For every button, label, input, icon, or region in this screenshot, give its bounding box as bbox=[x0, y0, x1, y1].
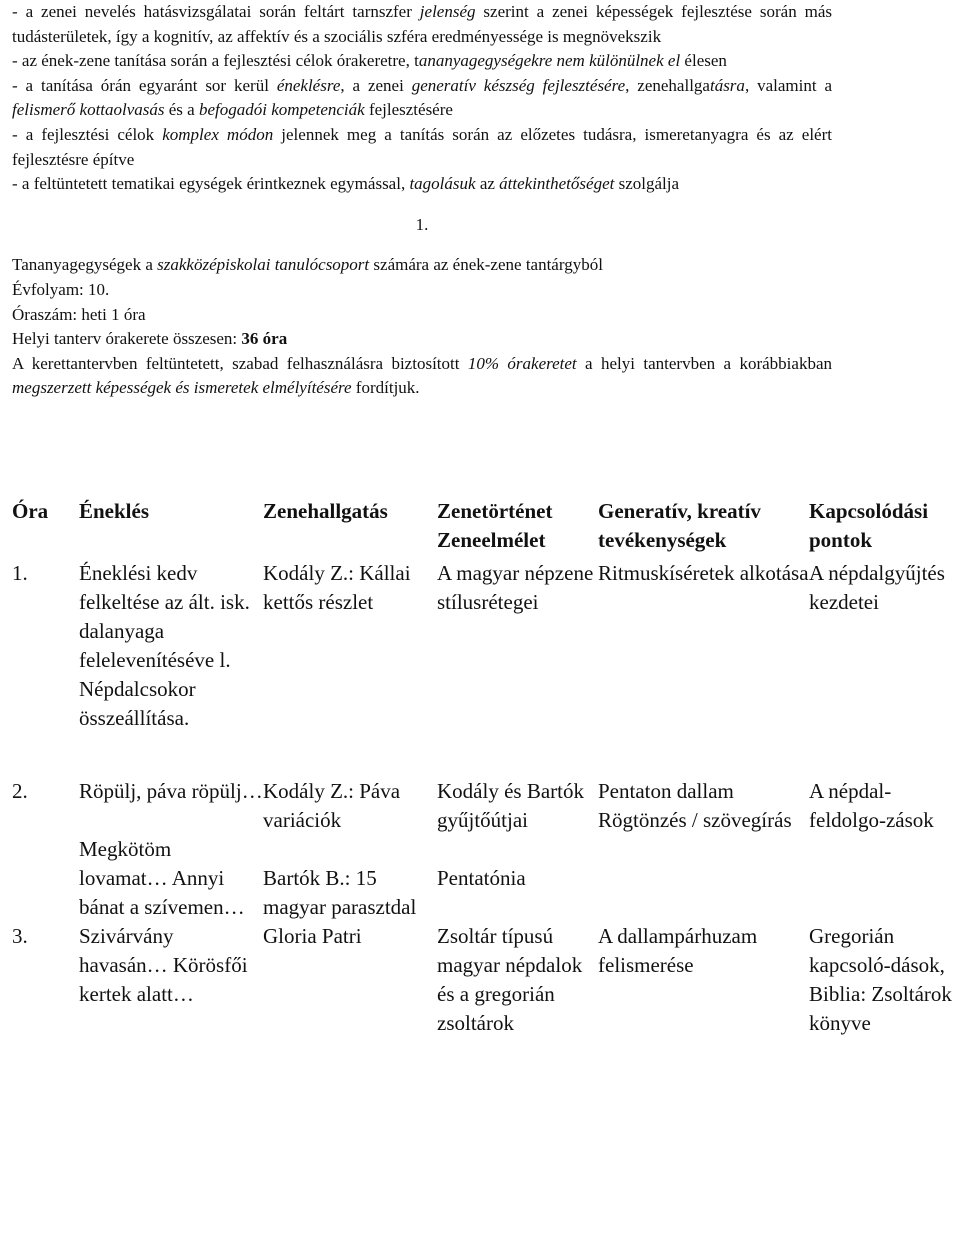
table-cell bbox=[598, 559, 809, 733]
document-page bbox=[12, 0, 832, 401]
table-cell bbox=[437, 922, 598, 1038]
section-line: Helyi tanterv órakerete összesen: 36 óra bbox=[12, 329, 288, 349]
header-zenetortenet: Zenetörténet Zeneelmélet bbox=[437, 499, 553, 552]
cell-text: Pentatónia bbox=[437, 866, 526, 890]
row-gap bbox=[12, 733, 957, 777]
intro-line: - a fejlesztési célok komplex módon jelennek meg a tanítás során az előzetes tudásra, ismeretanyagra és az elért fejlesztésre építve bbox=[12, 124, 832, 169]
intro-text bbox=[12, 0, 832, 197]
table-cell bbox=[809, 559, 957, 733]
table-cell bbox=[809, 777, 957, 922]
table-header-row bbox=[12, 497, 957, 559]
cell-text: Kodály Z.: Kállai kettős részlet bbox=[263, 561, 411, 614]
cell-text: Szivárvány havasán… Körösfői kertek alatt… bbox=[79, 924, 248, 1006]
section-line: Évfolyam: 10. bbox=[12, 279, 110, 299]
table-row bbox=[12, 559, 957, 733]
cell-text: A népdal-feldolgo-zások bbox=[809, 779, 934, 832]
header-ora: Óra bbox=[12, 499, 49, 523]
cell-text: Éneklési kedv felkeltése az ált. isk. dalanyaga felelevenítéséve l. Népdalcsokor összeállítása. bbox=[79, 561, 250, 730]
row-number: 3. bbox=[12, 924, 28, 948]
cell-text: Ritmuskíséretek alkotása bbox=[598, 561, 809, 585]
section-line: A kerettantervben feltüntetett, szabad felhasználásra biztosított 10% órakeretet a helyi tantervben a korábbiakban megszerzett képességek és ismeretek elmélyítésére fordítjuk. bbox=[12, 353, 832, 398]
table-cell bbox=[79, 922, 263, 1038]
cell-text: Bartók B.: 15 magyar parasztdal bbox=[263, 866, 417, 919]
cell-text: A magyar népzene stílusrétegei bbox=[437, 561, 594, 614]
cell-text: Gregorián kapcsoló-dások, Biblia: Zsoltárok könyve bbox=[809, 924, 952, 1035]
cell-text: Kodály Z.: Páva variációk bbox=[263, 779, 401, 832]
table-row bbox=[12, 922, 957, 1038]
header-kapcsolodasi: Kapcsolódási pontok bbox=[809, 499, 929, 552]
section-line: Óraszám: heti 1 óra bbox=[12, 304, 146, 324]
row-number: 1. bbox=[12, 561, 28, 585]
header-ekeles: Éneklés bbox=[79, 499, 150, 523]
section-info bbox=[12, 253, 832, 401]
table-cell bbox=[598, 922, 809, 1038]
cell-text: A dallampárhuzam felismerése bbox=[598, 924, 758, 977]
table-cell bbox=[263, 777, 437, 922]
table-cell bbox=[437, 559, 598, 733]
intro-line: - az ének-zene tanítása során a fejlesztési célok órakeretre, tananyagegységekre nem különülnek el élesen bbox=[12, 51, 727, 71]
cell-text: Zsoltár típusú magyar népdalok és a gregorián zsoltárok bbox=[437, 924, 583, 1035]
table-cell bbox=[79, 559, 263, 733]
intro-line: - a feltüntetett tematikai egységek érintkeznek egymással, tagolásuk az áttekinthetőséget szolgálja bbox=[12, 174, 680, 194]
cell-text: Kodály és Bartók gyűjtőútjai bbox=[437, 779, 584, 832]
table-cell bbox=[263, 922, 437, 1038]
cell-text: Pentaton dallam Rögtönzés / szövegírás bbox=[598, 779, 792, 832]
row-number: 2. bbox=[12, 779, 28, 803]
section-number: 1. bbox=[415, 214, 429, 234]
table-cell bbox=[263, 559, 437, 733]
table-cell bbox=[598, 777, 809, 922]
table-row bbox=[12, 777, 957, 922]
intro-line: - a tanítása órán egyaránt sor kerül éneklésre, a zenei generatív készség fejlesztésére, zenehallgatásra, valamint a felismerő kottaolvasás és a befogadói kompetenciák fejlesztésére bbox=[12, 75, 833, 120]
table-cell bbox=[437, 777, 598, 922]
cell-text: Megkötöm lovamat… Annyi bánat a szívemen… bbox=[79, 837, 245, 919]
table-cell bbox=[79, 777, 263, 922]
cell-text: Gloria Patri bbox=[263, 924, 362, 948]
table-cell bbox=[809, 922, 957, 1038]
section-line: Tananyagegységek a szakközépiskolai tanulócsoport számára az ének-zene tantárgyból bbox=[12, 255, 603, 275]
header-zenehallgatas: Zenehallgatás bbox=[263, 499, 388, 523]
cell-text: A népdalgyűjtés kezdetei bbox=[809, 561, 945, 614]
lesson-plan-table bbox=[12, 497, 957, 1038]
header-generativ: Generatív, kreatív tevékenységek bbox=[598, 499, 761, 552]
cell-text: Röpülj, páva röpülj… bbox=[79, 779, 263, 803]
intro-line: - a zenei nevelés hatásvizsgálatai során feltárt tarnszfer jelenség szerint a zenei képességek fejlesztése során más tudásterületek, így a kognitív, az affektív és a szociális szféra eredményessége is megnövekszik bbox=[12, 2, 832, 46]
